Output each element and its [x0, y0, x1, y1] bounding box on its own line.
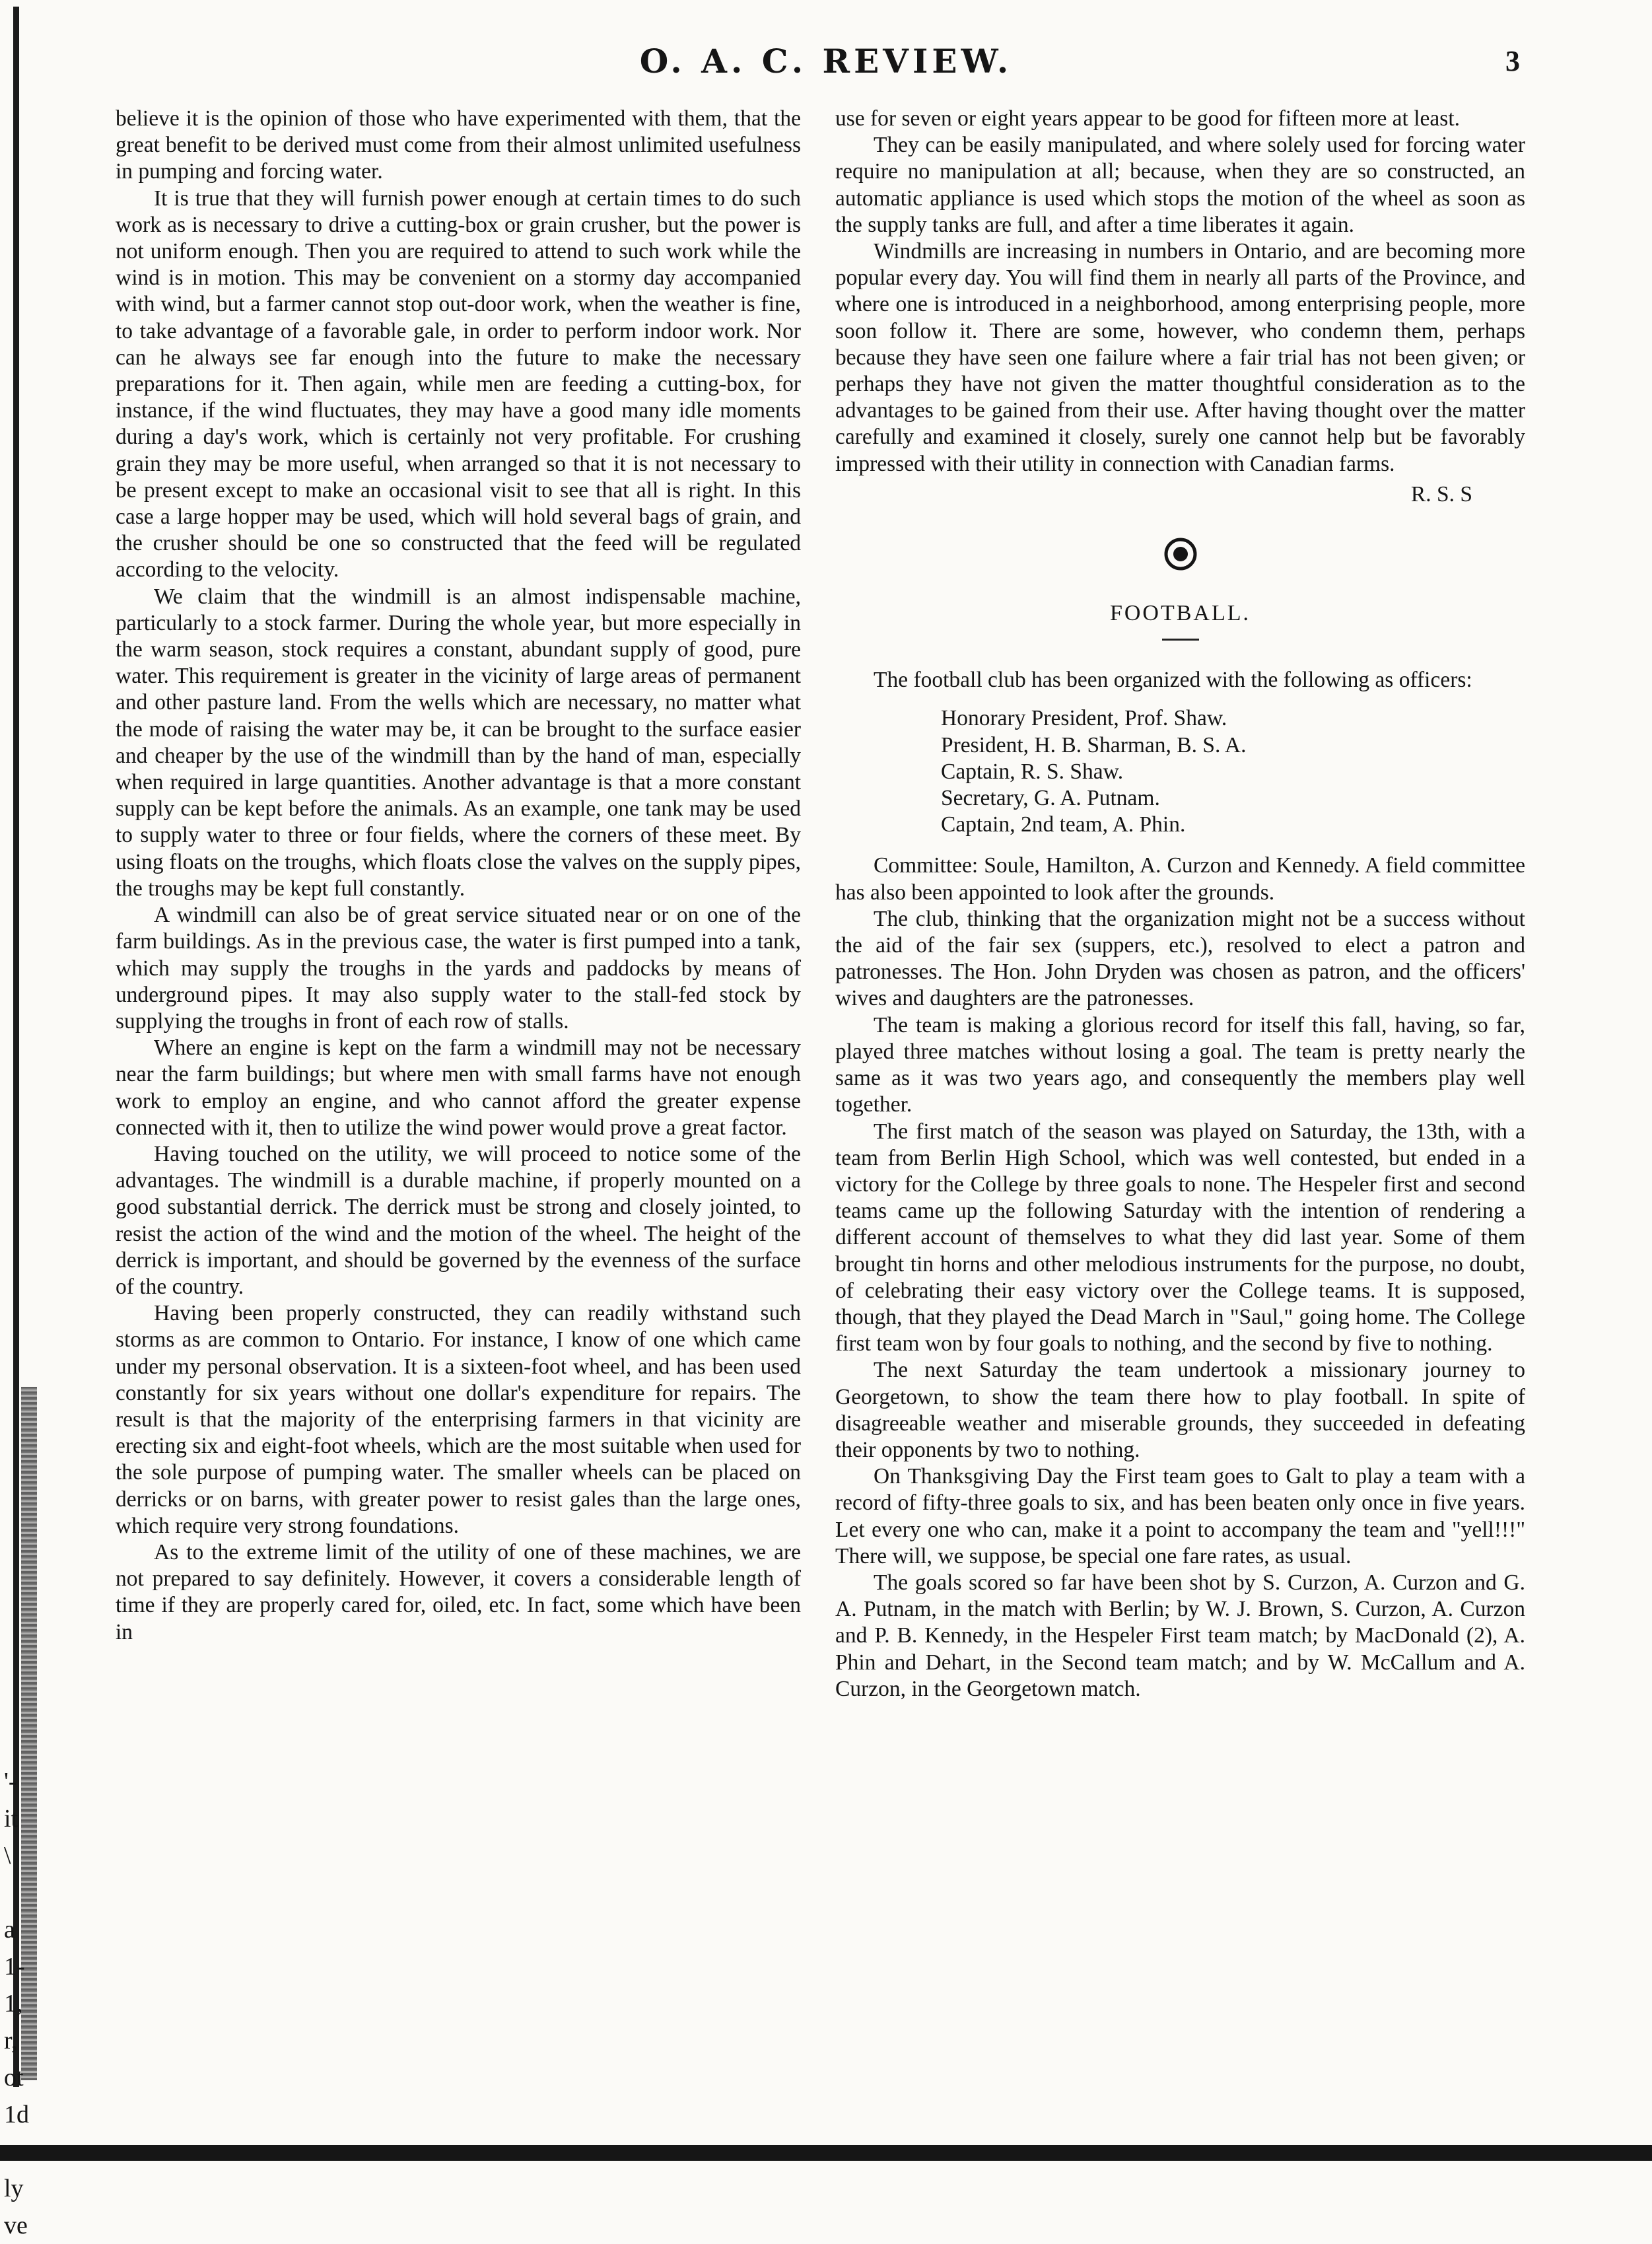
heading-rule	[1162, 639, 1199, 641]
paragraph: The goals scored so far have been shot by S. Curzon, A. Curzon and G. A. Putnam, in the match with Berlin; by W. J. Brown, S. Curzon, A. Curzon and P. B. Kennedy, in the Hespeler First team match; by MacDonald (2), A. Phin and Dehart, in the Second team match; and by W. McCallum and A. Curzon, in the Georgetown match.	[835, 1570, 1525, 1701]
margin-fragment: 1,	[4, 1990, 23, 2017]
officer-entry: President, H. B. Sharman, B. S. A.	[941, 732, 1247, 757]
section-ornament	[835, 537, 1525, 571]
paragraph: A windmill can also be of great service situated near or on one of the farm buildings. As in the previous case, the water is first pumped into a tank, which may supply the troughs in the yards and paddocks by means of underground pipes. It may also supply water to the stall-fed stock by supplying the troughs in front of each row of stalls.	[116, 903, 801, 1034]
page-number: 3	[1505, 45, 1520, 77]
officers-list	[941, 705, 1525, 838]
paragraph: Committee: Soule, Hamilton, A. Curzon and Kennedy. A field committee has also been appointed to look after the grounds.	[835, 853, 1525, 905]
circle-ornament-icon	[1163, 537, 1198, 571]
paragraph: use for seven or eight years appear to be good for fifteen more at least.	[835, 106, 1460, 131]
margin-fragment: r,	[4, 2027, 18, 2054]
paragraph: Having touched on the utility, we will proceed to notice some of the advantages. The windmill is a durable machine, if properly mounted on a good substantial derrick. The derrick must be strong and closely jointed, to resist the action of the wind and the motion of the wheel. The height of the derrick is important, and should be governed by the evenness of the surface of the country.	[116, 1141, 801, 1299]
paragraph: They can be easily manipulated, and where solely used for forcing water require no manipulation at all; because, when they are so constructed, an automatic appliance is used which stops the motion of the wheel as soon as the supply tanks are full, and after a time liberates it again.	[835, 133, 1525, 237]
paragraph: The club, thinking that the organization might not be a success without the aid of the fair sex (suppers, etc.), resolved to elect a patron and patronesses. The Hon. John Dryden was chosen as patron, and the officers' wives and daughters are the patronesses.	[835, 906, 1525, 1011]
officer-entry: Secretary, G. A. Putnam.	[941, 786, 1160, 811]
margin-fragment: 1d	[4, 2101, 29, 2128]
journal-title: O. A. C. REVIEW.	[639, 42, 1013, 81]
paragraph: We claim that the windmill is an almost indispensable machine, particularly to a stock farmer. During the whole year, but more especially in the warm season, stock requires a constant, abundant supply of good, pure water. This requirement is greater in the vicinity of large areas of permanent and other pasture land. From the wells which are necessary, no matter what the mode of raising the water may be, it can be brought to the surface easier and cheaper by the use of the windmill than by the hand of man, especially when required in large quantities. Another advantage is that a more constant supply can be kept before the animals. As an example, one tank may be used to supply water to three or four fields, where the corners of these meet. By using floats on the troughs, which floats close the valves on the supply pipes, the troughs may be kept full constantly.	[116, 584, 801, 901]
margin-fragment: \	[4, 1842, 11, 1870]
paragraph: Where an engine is kept on the farm a windmill may not be necessary near the farm buildings; but where men with small farms have not enough work to employ an engine, and who cannot afford the greater expense connected with it, then to utilize the wind power would prove a great factor.	[116, 1035, 801, 1140]
paragraph: It is true that they will furnish power enough at certain times to do such work as is necessary to drive a cutting-box or grain crusher, but the power is not uniform enough. Then you are required to attend to such work while the wind is in motion. This may be convenient on a stormy day accompanied with wind, but a farmer cannot stop out-door work, when the weather is fine, to take advantage of a favorable gale, in order to perform indoor work. Nor can he always see far enough into the future to make the necessary preparations for it. Then again, while men are feeding a cutting-box, for instance, if the wind fluctuates, they may have a good many idle moments during a day's work, which is certainly not very profitable. For crushing grain they may be more useful, when arranged so that it is not necessary to be present except to make an occasional visit to see that all is right. In this case a large hopper may be used, which will hold several bags of grain, and the crusher should be one so constructed that the feed will be regulated according to the velocity.	[116, 186, 801, 582]
adjacent-page-fragments	[0, 1763, 44, 2244]
bottom-border	[0, 2145, 1652, 2161]
left-column	[116, 106, 801, 1646]
margin-fragment: ot	[4, 2064, 24, 2091]
margin-fragment	[4, 1874, 44, 1911]
paragraph: The team is making a glorious record for itself this fall, having, so far, played three matches without losing a goal. The team is pretty nearly the same as it was two years ago, and consequently the members play well together.	[835, 1012, 1525, 1117]
paragraph: believe it is the opinion of those who have experimented with them, that the great benefit to be derived must come from their almost unlimited usefulness in pumping and forcing water.	[116, 106, 801, 184]
margin-fragment: ve	[4, 2212, 28, 2239]
margin-fragment: it	[4, 1805, 18, 1833]
paragraph: The first match of the season was played on Saturday, the 13th, with a team from Berlin High School, which was well contested, but ended in a victory for the College by three goals to none. The Hespeler first and second teams came up the following Saturday with the intention of rendering a different account of themselves to what they did last year. Some of them brought tin horns and other melodious instruments for the purpose, no doubt, of celebrating their easy victory over the College teams. It is supposed, though, that they played the Dead March in "Saul," going home. The College first team won by four goals to nothing, and the second by five to nothing.	[835, 1119, 1525, 1356]
paragraph: The football club has been organized with the following as officers:	[874, 668, 1472, 693]
margin-fragment: 1-	[4, 1953, 25, 1981]
margin-fragment: ly	[4, 2175, 24, 2202]
paragraph: Having been properly constructed, they can readily withstand such storms as are common to Ontario. For instance, I know of one which came under my personal observation. It is a sixteen-foot wheel, and has been used constantly for six years without one dollar's expenditure for repairs. The result is that the majority of the enterprising farmers in that vicinity are erecting six and eight-foot wheels, which are the most suitable when used for the sole purpose of pumping water. The smaller wheels can be placed on derricks or on barns, with greater power to resist gales than the large ones, which require very strong foundations.	[116, 1301, 801, 1538]
author-signature: R. S. S	[1410, 481, 1472, 507]
paragraph: As to the extreme limit of the utility of one of these machines, we are not prepared to say definitely. However, it covers a considerable length of time if they are properly cared for, oiled, etc. In fact, some which have been in	[116, 1539, 801, 1644]
paragraph: On Thanksgiving Day the First team goes to Galt to play a team with a record of fifty-three goals to six, and has been beaten only once in five years. Let every one who can, make it a point to accompany the team and "yell!!!" There will, we suppose, be special one fare rates, as usual.	[835, 1464, 1525, 1568]
officer-entry: Honorary President, Prof. Shaw.	[941, 706, 1227, 731]
officer-entry: Captain, 2nd team, A. Phin.	[941, 812, 1186, 837]
officer-entry: Captain, R. S. Shaw.	[941, 759, 1124, 784]
right-column	[835, 106, 1525, 1702]
paragraph: The next Saturday the team undertook a missionary journey to Georgetown, to show the team there how to play football. In spite of disagreeable weather and miserable grounds, they succeeded in defeating their opponents by two to nothing.	[835, 1358, 1525, 1462]
section-heading: FOOTBALL.	[1109, 601, 1251, 626]
page-header	[0, 38, 1652, 85]
margin-fragment: '-	[4, 1768, 17, 1796]
margin-fragment: a	[4, 1916, 15, 1944]
paragraph: Windmills are increasing in numbers in Ontario, and are becoming more popular every day. You will find them in nearly all parts of the Province, and where one is introduced in a neighborhood, among enterprising people, more soon follow it. There are some, however, who condemn them, perhaps because they have seen one failure where a fair trial has not been given; or perhaps they have not given the matter thoughtful consideration as to the advantages to be gained from their use. After having thought over the matter carefully and examined it closely, surely one cannot help but be favorably impressed with their utility in connection with Canadian farms.	[835, 239, 1525, 476]
